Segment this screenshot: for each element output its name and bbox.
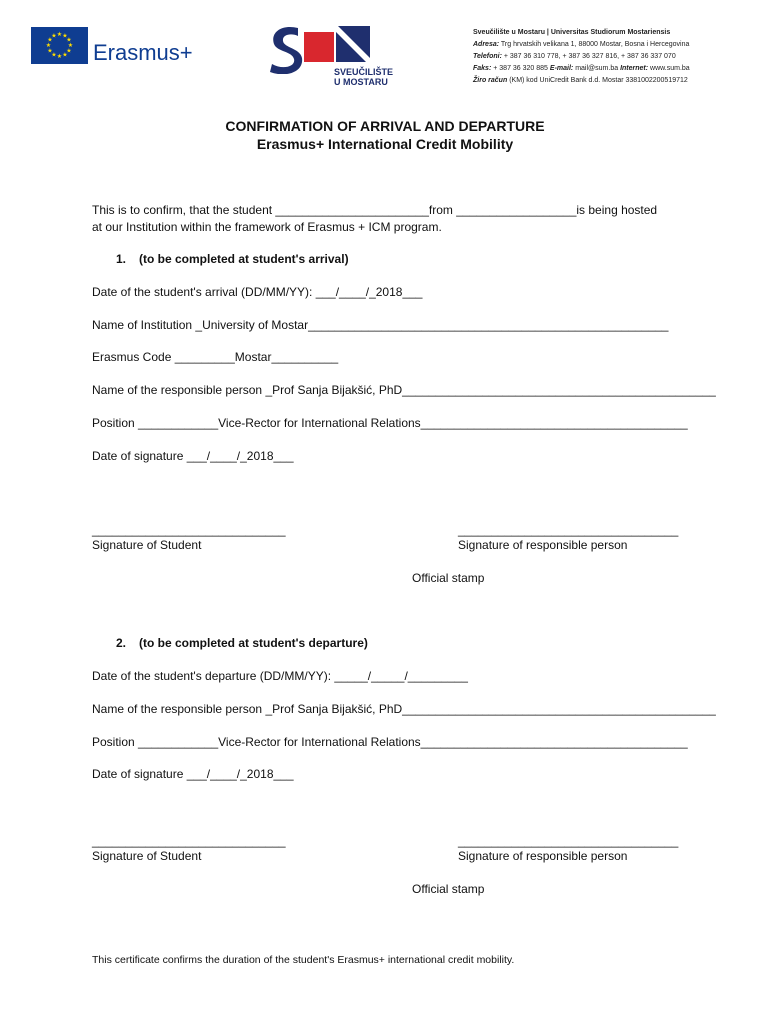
signature-date-label: Date of signature [92,449,187,463]
sum-logo [268,22,413,88]
doc-subtitle: Erasmus+ International Credit Mobility [256,136,514,152]
erasmus-code-row [92,350,338,365]
arrival-date-row [92,285,422,300]
student-signature-line-2: _____________________________ [92,834,286,848]
responsible-label: Name of the responsible person [92,383,266,397]
header-account [473,75,688,87]
student-signature-line-1: _____________________________ [92,523,286,537]
position-label: Position [92,416,139,430]
svg-text:★: ★ [66,36,72,44]
header-fax [473,63,690,75]
svg-text:★: ★ [56,53,63,60]
position-label: Position [92,735,139,749]
section2-number: 2. [116,636,127,650]
svg-text:★: ★ [51,51,57,59]
account-value: (KM) kod UniCredit Bank d.d. Mostar 3381002200519712 [509,77,688,84]
departure-date-value: _____/_____/_________ [334,669,468,683]
position-row-2 [92,735,688,750]
responsible-label: Name of the responsible person [92,702,266,716]
svg-text:★: ★ [45,42,52,49]
responsible-signature-label-1: Signature of responsible person [458,538,628,552]
student-signature-label-2: Signature of Student [92,849,202,863]
eu-flag-icon [31,27,88,64]
univ-name: Sveučilište u Mostaru | Universitas Studiorum Mostariensis [473,29,671,36]
section1-heading: (to be completed at student's arrival) [139,252,349,266]
responsible-row-2 [92,702,716,717]
responsible-signature-line-1: _________________________________ [458,523,679,537]
address-label: Adresa: [473,41,500,48]
official-stamp-1: Official stamp [412,571,485,585]
account-label: Žiro račun [473,77,508,84]
departure-date-label: Date of the student's departure (DD/MM/YY): [92,669,335,683]
fax-label: Faks: [473,65,492,72]
svg-text:★: ★ [47,47,53,55]
position-value: ____________Vice-Rector for International Relations________________________________________ [138,416,688,430]
email-value: mail@sum.ba [575,65,619,72]
institution-value: _University of Mostar______________________________________________________ [195,318,669,332]
responsible-signature-line-2: _________________________________ [458,834,679,848]
signature-date-value: ___/____/_2018___ [186,767,294,781]
departure-date-row [92,669,468,684]
position-value: ____________Vice-Rector for International Relations________________________________________ [138,735,688,749]
phone-value: + 387 36 310 778, + 387 36 327 816, + 387 36 337 070 [503,53,676,60]
email-label: E-mail: [549,65,574,72]
position-row-1 [92,416,688,431]
official-stamp-2: Official stamp [412,882,485,896]
erasmus-code-label: Erasmus Code [92,350,175,364]
fax-value: + 387 36 320 885 [493,65,548,72]
section2-heading: (to be completed at student's departure) [139,636,368,650]
institution-row [92,318,668,333]
signature-date-row-1 [92,449,294,464]
sum-logo-line2: U MOSTARU [334,77,388,87]
responsible-row-1 [92,383,716,398]
responsible-signature-label-2: Signature of responsible person [458,849,628,863]
svg-text:★: ★ [47,36,53,44]
signature-date-value: ___/____/_2018___ [186,449,294,463]
svg-text:★: ★ [56,31,63,38]
responsible-value: _Prof Sanja Bijakšić, PhD_______________________________________________ [265,702,716,716]
erasmus-logo-text: Erasmus+ [93,40,193,65]
svg-text:★: ★ [62,32,68,40]
intro-line-1: This is to confirm, that the student _______________________from __________________is being hosted [92,203,658,217]
header-phone [473,51,676,63]
footer-note: This certificate confirms the duration of the student's Erasmus+ international credit mobility. [92,954,515,966]
responsible-value: _Prof Sanja Bijakšić, PhD_______________________________________________ [265,383,716,397]
address-value: Trg hrvatskih velikana 1, 88000 Mostar, Bosna i Hercegovina [500,41,690,48]
section1-number: 1. [116,252,127,266]
student-signature-label-1: Signature of Student [92,538,202,552]
svg-text:★: ★ [66,47,72,55]
signature-date-row-2 [92,767,294,782]
institution-label: Name of Institution [92,318,196,332]
intro-line-2: at our Institution within the framework of Erasmus + ICM program. [92,220,442,234]
phone-label: Telefoni: [473,53,502,60]
sum-logo-line1: SVEUČILIŠTE [334,67,394,77]
svg-text:★: ★ [67,42,74,49]
header-address [473,39,689,51]
svg-text:★: ★ [62,51,68,59]
signature-date-label: Date of signature [92,767,187,781]
arrival-date-label: Date of the student's arrival (DD/MM/YY): [92,285,316,299]
erasmus-code-value: _________Mostar__________ [174,350,339,364]
arrival-date-value: ___/____/_2018___ [315,285,423,299]
internet-value: www.sum.ba [650,65,690,72]
header-univ-name [473,27,670,39]
svg-text:★: ★ [51,32,57,40]
doc-title: CONFIRMATION OF ARRIVAL AND DEPARTURE [225,118,545,134]
erasmus-logo [31,26,231,66]
internet-label: Internet: [620,65,649,72]
